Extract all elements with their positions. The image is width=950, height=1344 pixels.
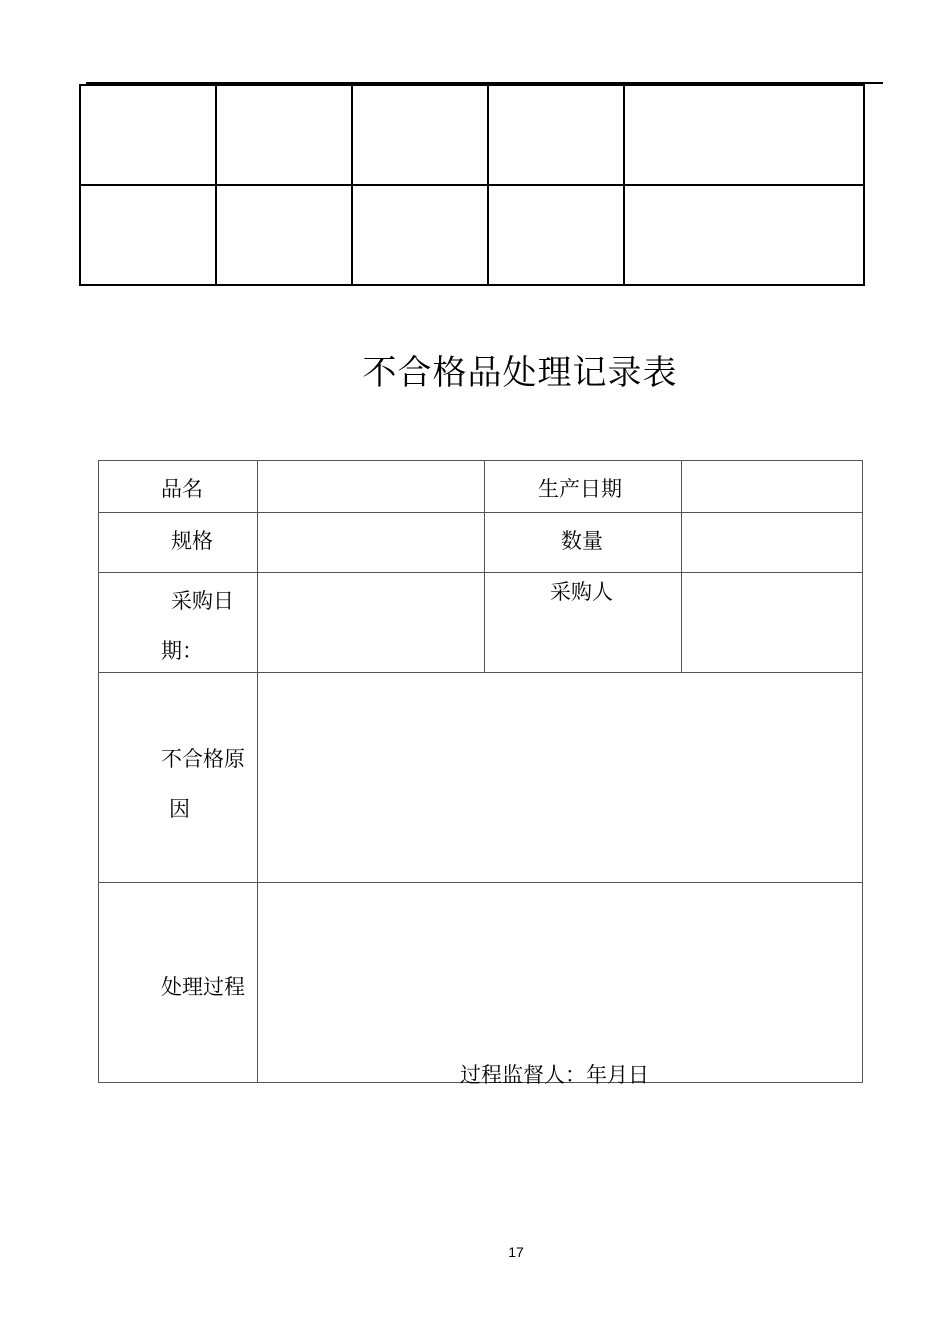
nonconforming-record-form xyxy=(98,460,863,1087)
reason-label-line2: 因 xyxy=(169,797,190,821)
quantity-label: 数量 xyxy=(561,529,603,553)
table-row xyxy=(99,883,863,1083)
reason-label-line1: 不合格原 xyxy=(161,747,245,771)
product-name-label-cell xyxy=(99,461,258,513)
production-date-label: 生产日期 xyxy=(538,477,622,501)
table-cell xyxy=(352,185,488,285)
table-cell xyxy=(624,185,864,285)
purchaser-label-cell xyxy=(485,573,682,673)
table-row xyxy=(80,85,864,185)
purchase-date-field[interactable] xyxy=(258,573,485,673)
process-label-cell xyxy=(99,883,258,1083)
table-cell xyxy=(488,85,624,185)
product-name-label: 品名 xyxy=(161,477,203,501)
table-cell xyxy=(80,85,216,185)
production-date-field[interactable] xyxy=(682,461,863,513)
table-cell xyxy=(624,85,864,185)
process-field[interactable] xyxy=(258,883,863,1087)
purchaser-field[interactable] xyxy=(682,573,863,673)
quantity-label-cell xyxy=(485,513,682,573)
product-name-field[interactable] xyxy=(258,461,485,513)
purchaser-label: 采购人 xyxy=(550,580,613,604)
table-cell xyxy=(216,185,352,285)
table-cell xyxy=(80,185,216,285)
table-cell xyxy=(488,185,624,285)
production-date-label-cell xyxy=(485,461,682,513)
table-cell xyxy=(216,85,352,185)
page-title: 不合格品处理记录表 xyxy=(362,353,678,393)
table-row xyxy=(80,185,864,285)
spec-label: 规格 xyxy=(171,529,213,553)
table-row xyxy=(99,573,863,673)
table-cell xyxy=(352,85,488,185)
page-number: 17 xyxy=(508,1244,524,1260)
table-row xyxy=(99,673,863,883)
spec-label-cell xyxy=(99,513,258,573)
table-row xyxy=(99,461,863,513)
previous-table-fragment xyxy=(79,84,865,286)
supervisor-signature-line: 过程监督人：年月日 xyxy=(460,1063,649,1087)
quantity-field[interactable] xyxy=(682,513,863,573)
process-label: 处理过程 xyxy=(161,975,245,999)
purchase-date-label-cell xyxy=(99,573,258,673)
table-row xyxy=(99,513,863,573)
purchase-date-label-line1: 采购日 xyxy=(171,589,234,613)
purchase-date-label-line2: 期： xyxy=(161,639,203,663)
reason-field[interactable] xyxy=(258,673,863,883)
reason-label-cell xyxy=(99,673,258,883)
spec-field[interactable] xyxy=(258,513,485,573)
